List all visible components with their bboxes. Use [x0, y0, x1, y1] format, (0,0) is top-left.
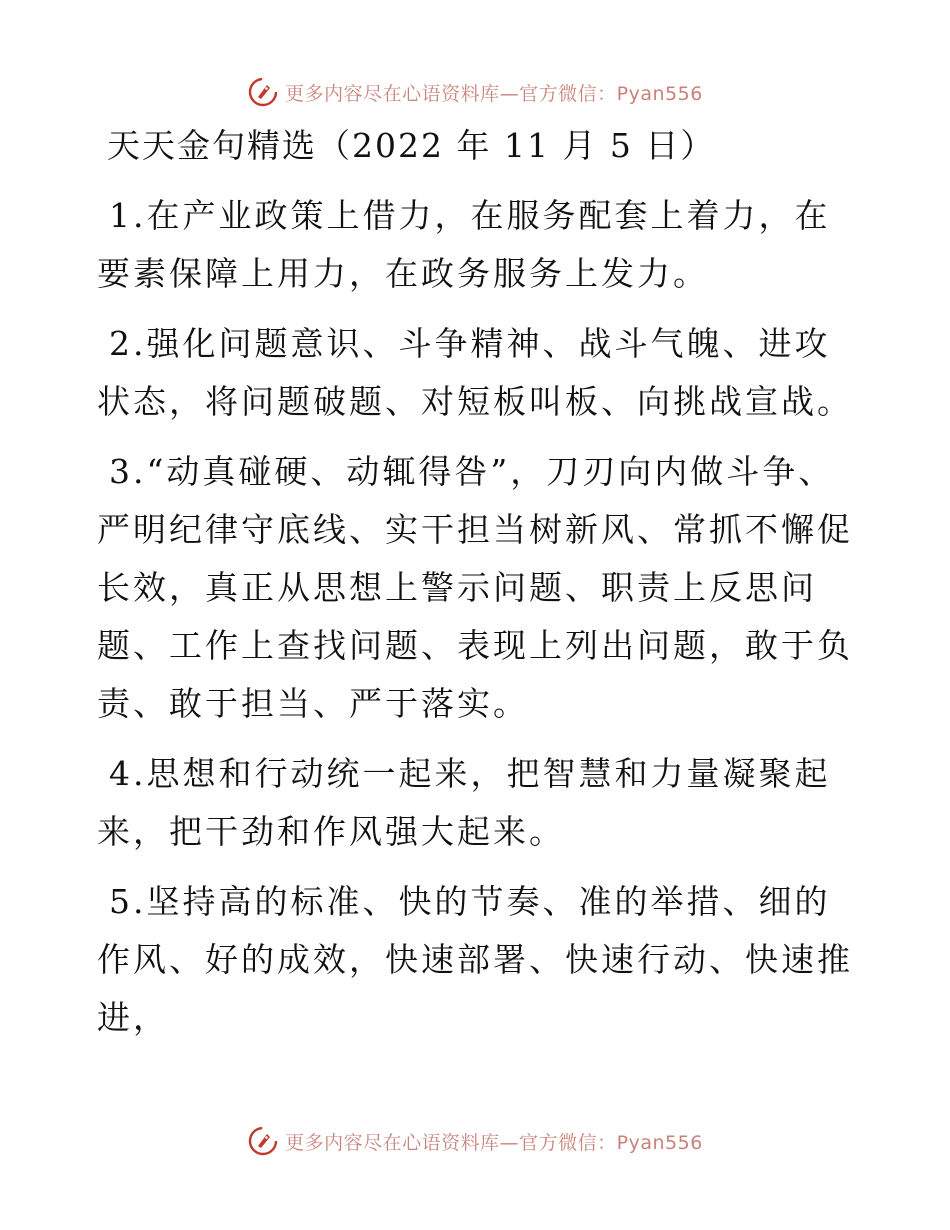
quote-item-1: 1.在产业政策上借力，在服务配套上着力，在要素保障上用力，在政务服务上发力。: [97, 196, 831, 293]
document-body: [97, 122, 857, 1059]
header-watermark: [0, 72, 950, 112]
footer-watermark: [0, 1121, 950, 1161]
quote-item-3: 3.“动真碰硬、动辄得咎”，刀刃向内做斗争、严明纪律守底线、实干担当树新风、常抓不懈促长效，真正从思想上警示问题、职责上反思问题、工作上查找问题、表现上列出问题，敢于负责、敢于担当、严于落实。: [97, 452, 853, 723]
document-title: 天天金句精选（2022 年 11 月 5 日）: [107, 126, 716, 165]
watermark-text: 更多内容尽在心语资料库—官方微信：Pyan556: [285, 82, 703, 105]
quote-item-5: 5.坚持高的标准、快的节奏、准的举措、细的作风、好的成效，快速部署、快速行动、快速推进，: [97, 882, 853, 1037]
pen-nib-logo-icon: [247, 76, 279, 108]
pen-nib-logo-icon: [247, 1125, 279, 1157]
quote-item-4: 4.思想和行动统一起来，把智慧和力量凝聚起来，把干劲和作风强大起来。: [97, 754, 831, 851]
watermark-text: 更多内容尽在心语资料库—官方微信：Pyan556: [285, 1131, 703, 1154]
quote-item-2: 2.强化问题意识、斗争精神、战斗气魄、进攻状态，将问题破题、对短板叫板、向挑战宣战。: [97, 324, 853, 421]
